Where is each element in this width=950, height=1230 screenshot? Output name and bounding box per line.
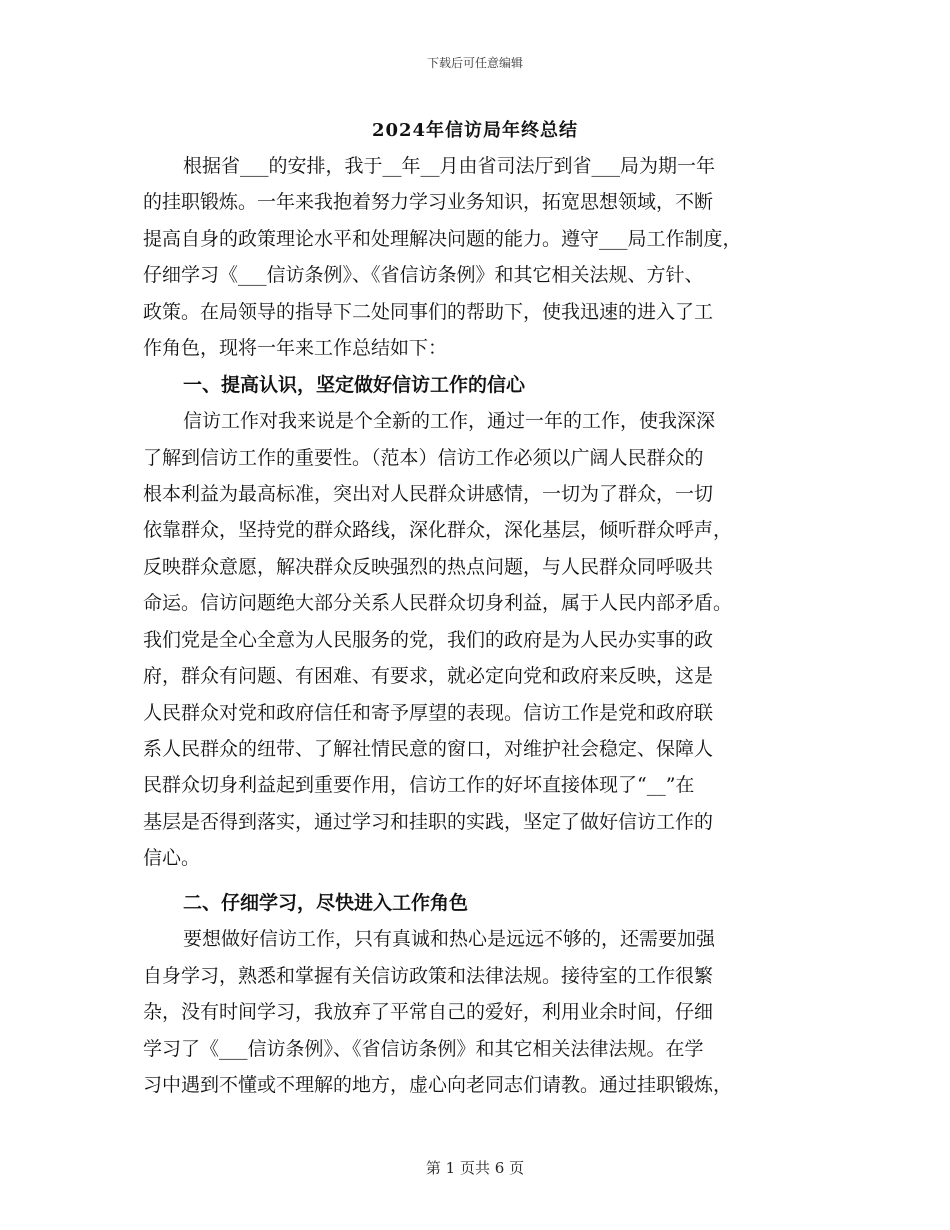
paragraph-line: 依靠群众，坚持党的群众路线，深化群众，深化基层，倾听群众呼声， [143,519,733,542]
paragraph-line: 作角色，现将一年来工作总结如下： [143,337,448,360]
page-header: 下载后可任意编辑 [426,56,523,70]
paragraph-line: 政策。在局领导的指导下二处同事们的帮助下，使我迅速的进入了工 [143,300,714,323]
section-heading-1: 一、提高认识，坚定做好信访工作的信心 [183,373,526,396]
paragraph-line: 信心。 [143,847,201,870]
paragraph-line: 信访工作对我来说是个全新的工作，通过一年的工作，使我深深 [183,410,716,433]
paragraph-line: 提高自身的政策理论水平和处理解决问题的能力。遵守___局工作制度， [143,227,742,250]
paragraph-line: 民群众切身利益起到重要作用，信访工作的好坏直接体现了“__”在 [143,774,695,797]
paragraph-line: 人民群众对党和政府信任和寄予厚望的表现。信访工作是党和政府联 [143,701,714,724]
paragraph-line: 要想做好信访工作，只有真诚和热心是远远不够的，还需要加强 [183,928,716,951]
paragraph-line: 我们党是全心全意为人民服务的党，我们的政府是为人民办实事的政 [143,628,714,651]
document-body [143,148,795,1103]
section-heading-2: 二、仔细学习，尽快进入工作角色 [183,891,469,914]
paragraph-line: 命运。信访问题绝大部分关系人民群众切身利益，属于人民内部矛盾。 [143,592,733,615]
paragraph-line: 学习了《___信访条例》、《省信访条例》和其它相关法律法规。在学 [143,1037,704,1060]
paragraph-line: 根本利益为最高标准，突出对人民群众讲感情，一切为了群众，一切 [143,482,714,505]
paragraph-line: 的挂职锻炼。一年来我抱着努力学习业务知识，拓宽思想领域，不断 [143,191,714,214]
paragraph-line: 根据省___的安排，我于__年__月由省司法厅到省___局为期一年 [183,155,716,177]
page-footer: 第 1 页共 6 页 [425,1159,525,1177]
paragraph-line: 了解到信访工作的重要性。（范本）信访工作必须以广阔人民群众的 [143,446,704,469]
paragraph-line: 基层是否得到落实，通过学习和挂职的实践，坚定了做好信访工作的 [143,810,714,833]
paragraph-line: 仔细学习《___信访条例》、《省信访条例》和其它相关法规、方针、 [143,264,704,287]
paragraph-line: 反映群众意愿，解决群众反映强烈的热点问题，与人民群众同呼吸共 [143,555,714,578]
paragraph-line: 府，群众有问题、有困难、有要求，就必定向党和政府来反映，这是 [143,665,714,688]
paragraph-line: 习中遇到不懂或不理解的地方，虚心向老同志们请教。通过挂职锻炼， [143,1073,733,1096]
paragraph-line: 杂，没有时间学习，我放弃了平常自己的爱好，利用业余时间，仔细 [143,1001,714,1024]
document-title: 2024年信访局年终总结 [371,120,579,141]
paragraph-line: 系人民群众的纽带、了解社情民意的窗口，对维护社会稳定、保障人 [143,738,714,760]
paragraph-line: 自身学习，熟悉和掌握有关信访政策和法律法规。接待室的工作很繁 [143,964,714,987]
